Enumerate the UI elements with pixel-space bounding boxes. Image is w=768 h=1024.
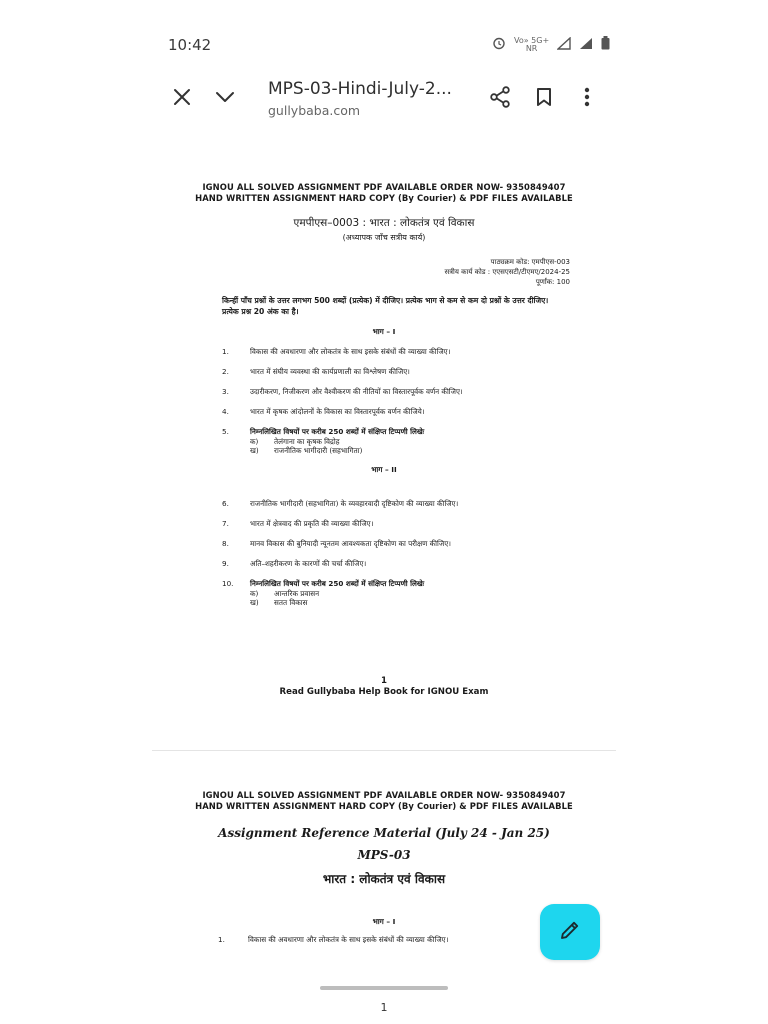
reference-title: Assignment Reference Material (July 24 - Jan 25) [218, 826, 550, 840]
more-vert-icon[interactable] [572, 82, 602, 112]
chevron-down-icon[interactable] [210, 82, 240, 112]
sub-question-text: सतत विकास [274, 598, 308, 607]
page-indicator: 1 [380, 1001, 388, 1014]
edit-fab-button[interactable] [540, 904, 600, 960]
status-bar [0, 0, 768, 56]
question-item [152, 367, 550, 377]
close-icon[interactable] [167, 82, 197, 112]
course-meta [152, 257, 616, 287]
page-banner [152, 182, 616, 204]
question-text: राजनीतिक भागीदारी (सहभागिता) के व्यवहारवादी दृष्टिकोण की व्याख्या कीजिए। [250, 499, 459, 508]
question-item [152, 427, 550, 437]
question-text: विकास की अवधारणा और लोकतंत्र के साथ इसके संबंधों की व्याख्या कीजिए। [250, 347, 451, 356]
question-text: निम्नलिखित विषयों पर करीब 250 शब्दों में संक्षिप्त टिप्पणी लिखेः [250, 427, 425, 436]
question-number: 9. [222, 559, 229, 568]
question-text: उदारीकरण, निजीकरण और वैश्वीकरण की नीतियों का विस्तारपूर्वक वर्णन कीजिए। [250, 387, 463, 396]
document-source: gullybaba.com [268, 103, 361, 118]
edit-pencil-icon [559, 919, 581, 945]
question-item [152, 559, 550, 569]
section-heading: भाग – I [372, 327, 396, 336]
course-code: पाठ्यक्रम कोड: एमपीएस-003 [490, 258, 570, 266]
page-footer-text: Read Gullybaba Help Book for IGNOU Exam [279, 687, 489, 697]
question-text: अति–शहरीकरण के कारणों की चर्चा कीजिए। [250, 559, 367, 568]
course-hindi-title: भारत : लोकतंत्र एवं विकास [322, 872, 446, 886]
document-title-block [268, 79, 478, 118]
assignment-code: सत्रीय कार्य कोड : एएसएसटी/टीएमए/2024-25 [444, 268, 570, 276]
question-text: भारत में संघीय व्यवस्था की कार्यप्रणाली का विश्लेषण कीजिए। [250, 367, 410, 376]
question-number: 4. [222, 407, 229, 416]
question-number: 8. [222, 539, 229, 548]
sub-question [152, 589, 616, 598]
network-label [514, 37, 549, 53]
question-number: 3. [222, 387, 229, 396]
pdf-page-1 [152, 182, 616, 751]
page-banner [152, 790, 616, 812]
sub-question-key: ख) [250, 598, 259, 607]
document-title: MPS-03-Hindi-July-2... [268, 79, 452, 99]
question-item [152, 579, 550, 589]
question-text: मानव विकास की बुनियादी न्यूनतम आवश्यकता दृष्टिकोण का परीक्षण कीजिए। [250, 539, 451, 548]
banner-line-1: IGNOU ALL SOLVED ASSIGNMENT PDF AVAILABLE ORDER NOW- 9350849407 [202, 790, 566, 800]
sub-question [152, 446, 616, 455]
question-item [152, 935, 588, 945]
question-item [152, 347, 550, 357]
status-time: 10:42 [168, 36, 212, 54]
banner-line-2: HAND WRITTEN ASSIGNMENT HARD COPY (By Courier) & PDF FILES AVAILABLE [195, 801, 573, 811]
question-text: भारत में कृषक आंदोलनों के विकास का विस्तारपूर्वक वर्णन कीजिये। [250, 407, 425, 416]
question-item [152, 519, 550, 529]
alarm-icon [492, 36, 506, 53]
question-number: 1. [218, 935, 225, 944]
page-footer-number: 1 [381, 676, 387, 686]
question-number: 7. [222, 519, 229, 528]
question-number: 2. [222, 367, 229, 376]
network-sub: NR [525, 43, 538, 53]
bookmark-icon[interactable] [529, 82, 559, 112]
banner-line-1: IGNOU ALL SOLVED ASSIGNMENT PDF AVAILABLE ORDER NOW- 9350849407 [202, 182, 566, 192]
instructions: किन्हीं पाँच प्रश्नों के उत्तर लगभग 500 शब्दों (प्रत्येक) में दीजिए। प्रत्येक भाग से कम से कम दो प्रश्नों के उत्तर दीजिए। प्रत्येक प्रश्न 20 अंक का है। [222, 296, 549, 316]
sub-question-text: तेलंगाना का कृषक विद्रोह [274, 437, 340, 446]
question-number: 6. [222, 499, 229, 508]
sub-question-key: क) [250, 589, 259, 598]
signal-icon [579, 37, 593, 53]
banner-line-2: HAND WRITTEN ASSIGNMENT HARD COPY (By Courier) & PDF FILES AVAILABLE [195, 193, 573, 203]
question-text: भारत में क्षेत्रवाद की प्रकृति की व्याख्या कीजिए। [250, 519, 374, 528]
course-title: एमपीएस–0003 : भारत : लोकतंत्र एवं विकास [293, 217, 475, 229]
question-text: विकास की अवधारणा और लोकतंत्र के साथ इसके संबंधों की व्याख्या कीजिए। [248, 935, 449, 944]
section-heading: भाग – I [372, 917, 396, 926]
status-icons [492, 36, 610, 53]
question-item [152, 407, 550, 417]
network-type: Vo» 5G+ [514, 35, 550, 45]
sub-question-key: क) [250, 437, 259, 446]
question-item [152, 539, 550, 549]
signal-icon [557, 37, 571, 53]
sub-question-key: ख) [250, 446, 259, 455]
question-number: 1. [222, 347, 229, 356]
course-subtitle: (अध्यापक जाँच सत्रीय कार्य) [342, 233, 426, 242]
share-icon[interactable] [485, 82, 515, 112]
question-number: 10. [222, 579, 234, 588]
section-heading: भाग – II [371, 465, 397, 474]
pdf-page-2 [152, 790, 616, 1000]
question-text: निम्नलिखित विषयों पर करीब 250 शब्दों में संक्षिप्त टिप्पणी लिखेः [250, 579, 425, 588]
question-item [152, 499, 550, 509]
sub-question [152, 598, 616, 607]
max-marks: पूर्णांक: 100 [535, 278, 570, 286]
sub-question-text: आन्तरिक प्रवासन [274, 589, 320, 598]
question-item [152, 387, 550, 397]
sub-question [152, 437, 616, 446]
battery-icon [601, 36, 610, 53]
course-code-heading: MPS-03 [357, 848, 411, 862]
question-number: 5. [222, 427, 229, 436]
scroll-handle[interactable] [320, 986, 448, 990]
sub-question-text: राजनीतिक भागीदारी (सहभागिता) [274, 446, 363, 455]
